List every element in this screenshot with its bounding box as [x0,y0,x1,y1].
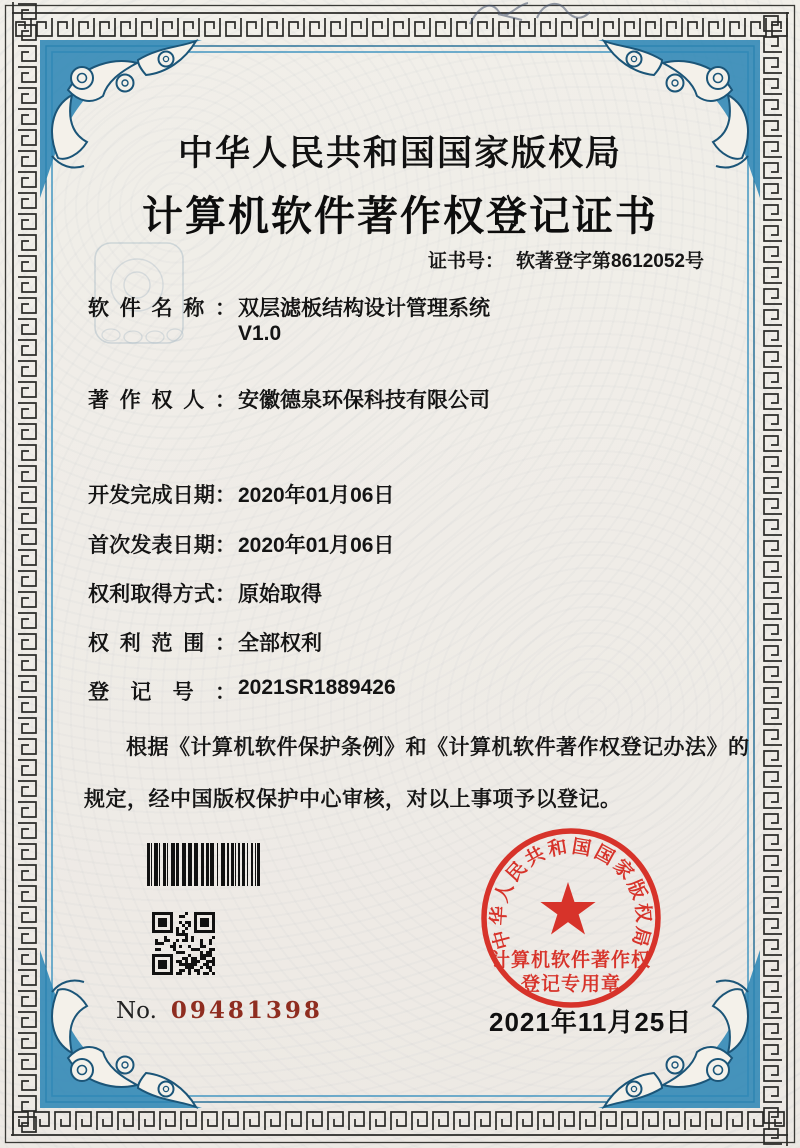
serial-number-line [116,997,323,1024]
seal-text-line2: 登记专用章 [520,974,622,995]
qr-code [152,912,215,975]
barcode-bar [257,843,260,886]
meander-border-top [12,13,789,36]
field-row-registration-number [88,676,396,706]
field-row-software-name [88,292,490,322]
barcode [147,843,263,886]
certificate-title: 计算机软件著作权登记证书 [142,193,658,239]
field-label: 开发完成日期： [88,484,236,507]
field-value: 全部权利 [238,632,322,655]
field-row-dev-completion-date [88,479,394,509]
serial-prefix: No. [116,998,157,1024]
field-label: 登记号： [88,681,236,704]
field-label: 权利范围： [88,632,236,655]
serial-number: 09481398 [170,997,323,1024]
seal-ring-text: 中华人民共和国国家版权局 [488,836,654,952]
statement-line-2: 规定，经中国版权保护中心审核，对以上事项予以登记。 [84,788,622,811]
field-label: 首次发表日期： [88,534,236,557]
certificate-number-value: 软著登字第8612052号 [516,251,704,272]
authority-name: 中华人民共和国国家版权局 [177,134,622,173]
field-label: 著作权人： [88,389,236,412]
official-seal [468,816,674,1022]
certificate-number-line [428,246,704,273]
outer-border-line [6,6,795,1143]
certificate-number-label: 证书号： [428,251,505,272]
field-row-right-acquisition [88,578,322,608]
statement-line-1: 根据《计算机软件保护条例》和《计算机软件著作权登记办法》的 [126,736,750,759]
field-label: 软件名称： [88,297,236,320]
field-value: 2020年01月06日 [238,484,395,507]
star-icon [540,882,595,935]
field-row-first-publication-date [88,529,394,559]
field-value: 2021SR1889426 [238,676,396,699]
field-row-right-scope [88,627,322,657]
meander-border-bottom [11,1112,788,1135]
field-label: 权利取得方式： [88,583,236,606]
field-value-version: V1.0 [238,322,282,345]
issue-date: 2021年11月25日 [489,1007,693,1037]
field-value: 原始取得 [238,583,322,606]
seal-text-line1: 计算机软件著作权 [490,950,652,971]
field-row-copyright-owner [88,384,490,414]
field-value: 2020年01月06日 [238,534,395,557]
field-value: 安徽德泉环保科技有限公司 [238,389,490,412]
field-value: 双层滤板结构设计管理系统 [238,297,490,320]
